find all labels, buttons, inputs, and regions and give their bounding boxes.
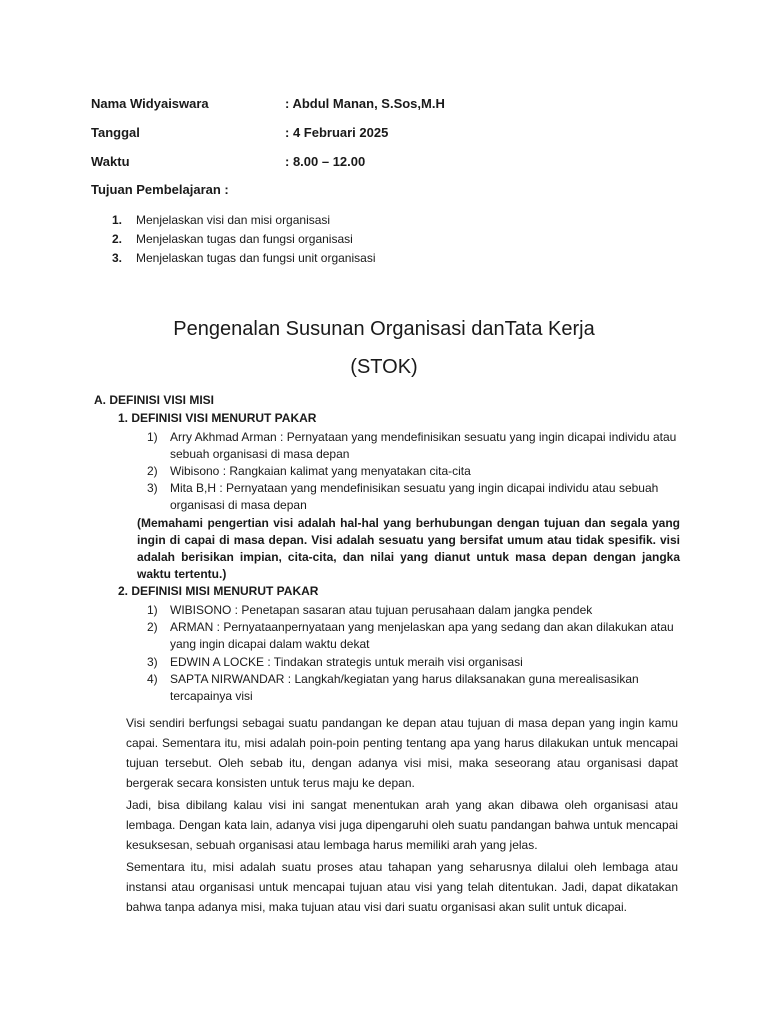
list-text: EDWIN A LOCKE : Tindakan strategis untuk meraih visi organisasi [170, 655, 523, 669]
list-number: 1) [147, 430, 158, 444]
list-item [147, 619, 692, 653]
body-paragraph: Sementara itu, misi adalah suatu proses atau tahapan yang seharusnya dilalui oleh lembaga atau instansi atau organisasi untuk mencapai tujuan atau visi yang telah ditentukan. Jadi, dapat dikatakan bahwa tanpa adanya misi, maka tujuan atau visi dari suatu organisasi akan sulit untuk dicapai. [126, 860, 678, 914]
visi-summary-note: (Memahami pengertian visi adalah hal-hal yang berhubungan dengan tujuan dan segala yang ingin di capai di masa depan. Visi adalah sesuatu yang bersifat umum atau tidak spesifik. visi adalah berisikan impian, cita-cita, dan nilai yang dianut untuk masa depan dengan jangka waktu tertentu.) [137, 516, 680, 581]
list-number: 1) [147, 603, 158, 617]
list-text: Menjelaskan tugas dan fungsi unit organisasi [136, 251, 376, 265]
list-text: SAPTA NIRWANDAR : Langkah/kegiatan yang harus dilaksanakan guna merealisasikan tercapainya visi [170, 672, 639, 703]
meta-label: Nama Widyaiswara [91, 96, 209, 111]
list-number: 3) [147, 481, 158, 495]
body-paragraph: Jadi, bisa dibilang kalau visi ini sangat menentukan arah yang akan dibawa oleh organisasi atau lembaga. Dengan kata lain, adanya visi juga dipengaruhi oleh suatu pandangan bahwa untuk mencapai kesuksesan, sebuah organisasi atau lembaga harus memiliki arah yang jelas. [126, 798, 678, 852]
meta-value: : Abdul Manan, S.Sos,M.H [285, 96, 445, 111]
list-text: Arry Akhmad Arman : Pernyataan yang mendefinisikan sesuatu yang ingin dicapai individu atau sebuah organisasi di masa depan [170, 430, 677, 461]
list-text: Menjelaskan visi dan misi organisasi [136, 213, 331, 227]
body-paragraph: Visi sendiri berfungsi sebagai suatu pandangan ke depan atau tujuan di masa depan yang ingin kamu capai. Sementara itu, misi adalah poin-poin penting tentang apa yang harus dilakukan untuk mencapai tujuan tersebut. Oleh sebab itu, dengan adanya visi misi, maka seseorang atau organisasi dapat bergerak secara konsisten untuk terus maju ke depan. [126, 716, 678, 790]
list-number: 2) [147, 620, 158, 634]
list-text: ARMAN : Pernyataanpernyataan yang menjelaskan apa yang sedang dan akan dilakukan atau yang ingin dicapai dalam waktu dekat [170, 620, 674, 651]
list-text: WIBISONO : Penetapan sasaran atau tujuan perusahaan dalam jangka pendek [170, 603, 593, 617]
page-subtitle: (STOK) [350, 356, 418, 378]
meta-value: : 8.00 – 12.00 [285, 154, 366, 169]
list-number: 1. [112, 213, 123, 227]
list-text: Menjelaskan tugas dan fungsi organisasi [136, 232, 353, 246]
list-number: 2) [147, 464, 158, 478]
list-number: 4) [147, 672, 158, 686]
list-text: Wibisono : Rangkaian kalimat yang menyatakan cita-cita [170, 464, 471, 478]
page-title: Pengenalan Susunan Organisasi danTata Kerja [173, 318, 595, 340]
list-item [147, 429, 692, 463]
meta-value: : 4 Februari 2025 [285, 125, 389, 140]
list-item [147, 463, 692, 480]
list-number: 3. [112, 251, 123, 265]
list-item [147, 671, 692, 705]
section-heading: A. DEFINISI VISI MISI [94, 393, 215, 407]
subsection-heading-misi: 2. DEFINISI MISI MENURUT PAKAR [118, 584, 319, 598]
meta-label: Tanggal [91, 125, 140, 140]
goals-title: Tujuan Pembelajaran : [91, 182, 229, 197]
list-text: Mita B,H : Pernyataan yang mendefinisikan sesuatu yang ingin dicapai individu atau sebuah organisasi di masa depan [170, 481, 659, 512]
subsection-heading-visi: 1. DEFINISI VISI MENURUT PAKAR [118, 411, 317, 425]
list-item [147, 480, 692, 514]
list-item [147, 602, 692, 619]
list-number: 2. [112, 232, 123, 246]
list-number: 3) [147, 655, 158, 669]
list-item [147, 654, 692, 671]
meta-label: Waktu [91, 154, 130, 169]
